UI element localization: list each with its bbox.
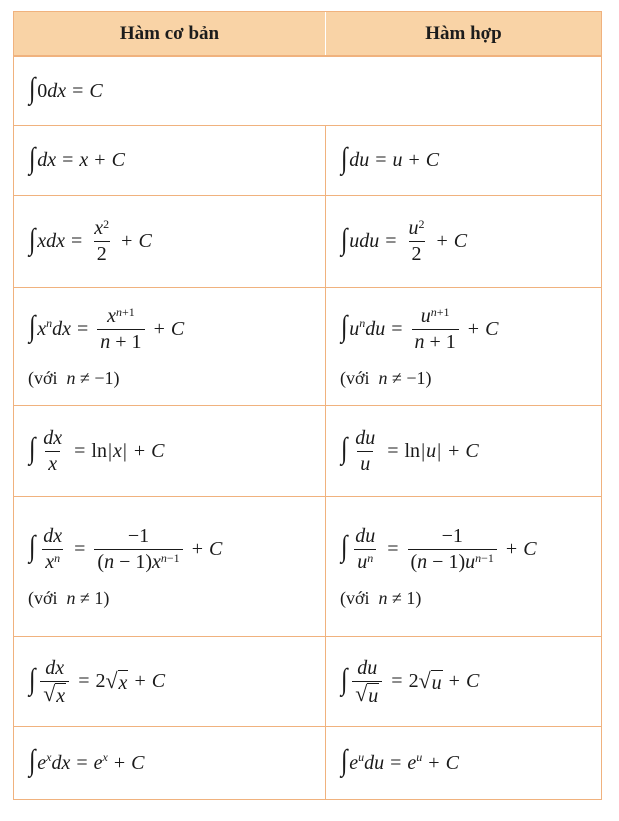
formula-composite: ∫ u $^n$ du = $\frac{u^{n+1}}{n + 1}$ + C (với n ≠ −1) (326, 288, 601, 405)
table-header (14, 12, 601, 56)
formula-integral-zero: ∫ 0 dx = C (28, 72, 103, 105)
header-basic-functions: Hàm cơ bản (14, 12, 326, 55)
formula-basic (14, 57, 601, 125)
formula-basic: ∫ x $^n$ dx = $\frac{x^{n+1}}{n + 1}$ + C (với n ≠ −1) (14, 288, 326, 405)
formula-basic: ∫ e $^x$ dx = e $^x$ + C (14, 727, 326, 799)
table-row (14, 287, 601, 405)
table-row (14, 726, 601, 799)
table-row (14, 496, 601, 636)
formula-composite: ∫ du √ u = 2 √ u + C (340, 656, 480, 707)
table-row (14, 405, 601, 496)
formula-composite: ∫ udu = $\frac{u^2}{2}$ + C (340, 217, 468, 265)
formula-basic: ∫ $\frac{dx}{x}$ = ln | x | + C (14, 406, 326, 496)
table-row (14, 125, 601, 195)
integral-table (13, 11, 602, 800)
formula-basic: ∫ dx = x + C (14, 126, 326, 195)
formula-basic: ∫ dx √ x = 2 √ x + C (14, 637, 326, 726)
formula-basic: ∫ xdx = $\frac{x^2}{2}$ + C (14, 196, 326, 287)
formula-basic: ∫ $\frac{dx}{x^n}$ = $\frac{-1}{(n - 1)x^{n-1}}$ + C (với n ≠ 1) (14, 497, 326, 636)
condition-note: (với n ≠ 1) (28, 587, 110, 608)
formula-composite: ∫ e $^u$ du = e $^u$ + C (340, 744, 459, 777)
condition-note: (với n ≠ 1) (340, 587, 422, 608)
table-row (14, 636, 601, 726)
table-row (14, 195, 601, 287)
header-composite-functions: Hàm hợp (425, 22, 502, 44)
formula-composite: ∫ du = u + C (340, 141, 440, 175)
condition-note: (với n ≠ −1) (340, 367, 432, 388)
table-row (14, 56, 601, 125)
formula-composite: ∫ $\frac{du}{u}$ = ln | u | + C (340, 426, 479, 475)
condition-note: (với n ≠ −1) (28, 367, 120, 388)
formula-composite: ∫ $\frac{du}{u^n}$ = $\frac{-1}{(n - 1)u^{n-1}}$ + C (với n ≠ 1) (326, 497, 601, 636)
